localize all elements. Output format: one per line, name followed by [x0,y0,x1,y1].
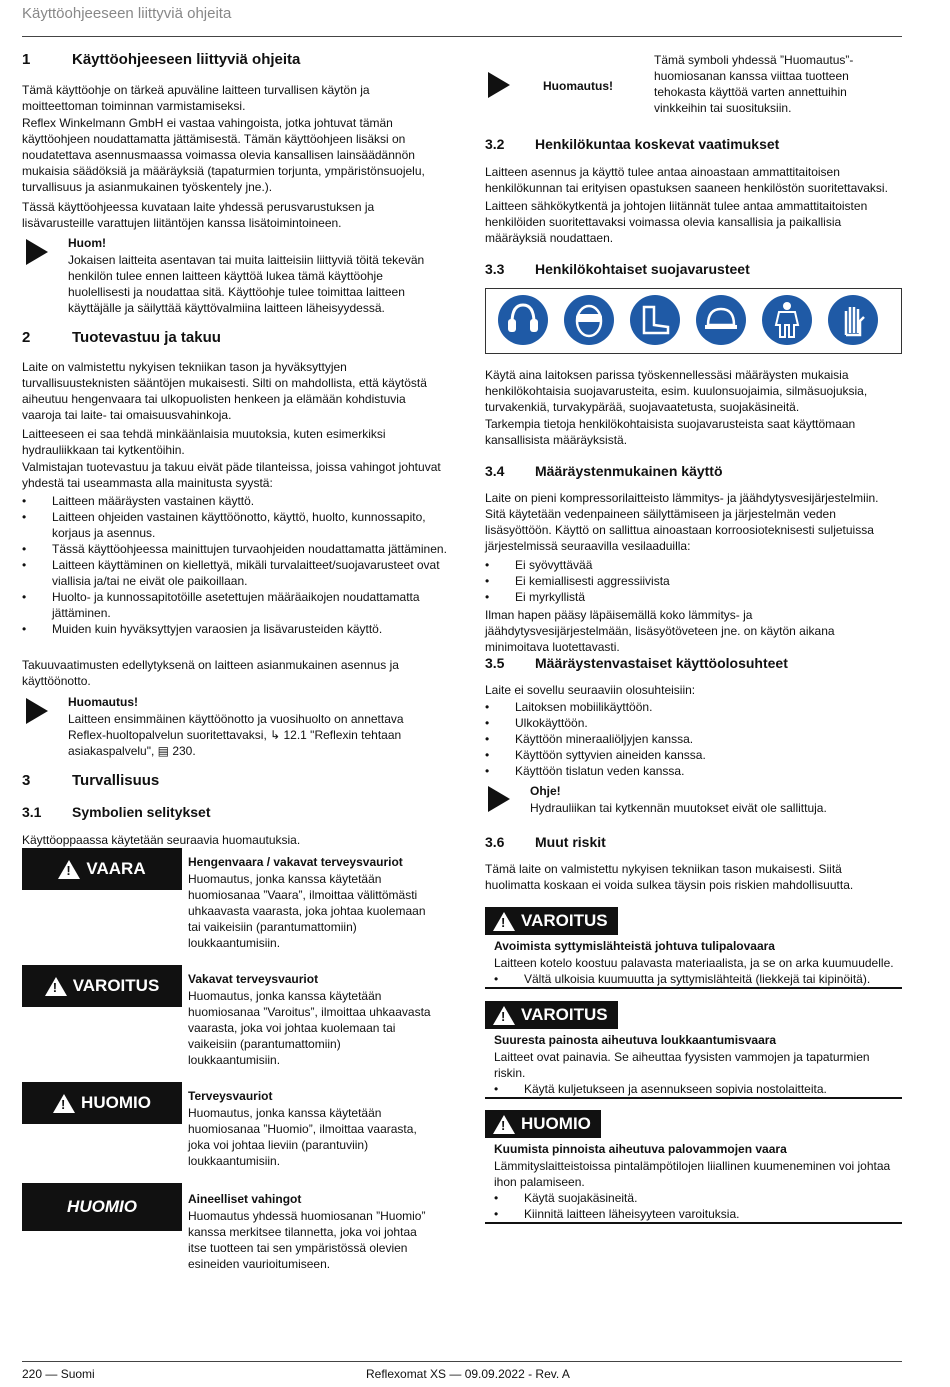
list-item: • Käytä suojakäsineitä. [494,1190,894,1206]
list-item: • Ei kemiallisesti aggressiivista [485,573,900,589]
badge-label: VAROITUS [72,976,160,995]
note-arrow-icon [488,72,510,98]
paragraph: Tämä käyttöohje on tärkeä apuväline laitteen turvallisen käytön ja moitteettoman toiminnan varmistamiseksi. [22,83,370,113]
danger-badge [22,848,182,890]
paragraph: Takuuvaatimusten edellytyksenä on laitteen asianmukainen asennus ja käyttöönotto. [22,658,399,688]
section-title: Määräystenvastaiset käyttöolosuhteet [535,655,788,671]
section-title: Turvallisuus [72,772,160,789]
page-number: 220 — Suomi [22,1367,95,1381]
safety-gloves-icon [828,295,878,345]
caution-badge [485,1110,601,1138]
symbol-text: Huomautus yhdessä huomiosanan ”Huomio” kanssa merkitsee tilannetta, joka voi johtaa itse tuotteen tai sen ympäristössä olevien esineiden vaurioitumiseen. [188,1209,426,1271]
list-item: • Laitoksen mobiilikäyttöön. [485,699,900,715]
symbol-text: Huomautus, jonka kanssa käytetään huomiosanaa ”Vaara”, ilmoittaa välittömästi uhkaavasta vaarasta, joka johtaa kuolemaan tai vaikeisiin (parantumattomiin) loukkaantumisiin. [188,872,426,950]
note-title: Huom! [68,236,106,250]
bullet-list [22,493,447,637]
symbol-title: Hengenvaara / vakavat terveysvauriot [188,855,403,869]
paragraph: Laitteen asennus ja käyttö tulee antaa ainoastaan ammattitaitoisen henkilökunnan tai erityisen opastuksen saaneen henkilöstön suoritettavaksi. [485,165,888,195]
paragraph: Tässä käyttöohjeessa kuvataan laite yhdessä perusvarustuksen ja lisävarusteille varattujen liitäntöjen kanssa lisätoimintoineen. [22,200,375,230]
list-item: • Laitteen ohjeiden vastainen käyttöönotto, käyttö, huolto, kunnossapito, korjaus ja asennus. [22,509,447,541]
paragraph: Tarkempia tietoja henkilökohtaisista suojavarusteista saat käyttömaan kansallisista määräyksistä. [485,417,856,447]
note-text: Laitteen ensimmäinen käyttöönotto ja vuosihuolto on annettava Reflex-huoltopalvelun suoritettavaksi, ↳ 12.1 "Reflexin tehtaan asiakaspalvelu", ▤ 230. [68,712,404,758]
note-label: Huomautus! [543,79,613,93]
bullet-list [494,1081,894,1097]
warning-text: Lämmityslaitteistoissa pintalämpötilojen liiallinen kuumeneminen voi johtaa ihon palamiseen. [494,1159,891,1189]
note-title: Ohje! [530,784,561,798]
section-number: 3.2 [485,136,505,152]
list-item: • Käyttöön tislatun veden kanssa. [485,763,900,779]
note-text: Jokaisen laitteita asentavan tai muita laitteisiin liittyviä töitä tekevän henkilön tulee ennen laitteen käyttöä lukea tämä käyttöohje huolellisesti ja noudattaa sitä. Käyttöohje tulee toimittaa laitteen käyttäjälle ja säilyttää käyttövalmiina laitteen läheisyydessä. [68,253,425,315]
warning-badge [485,907,618,935]
paragraph: Käytä aina laitoksen parissa työskennellessäsi määräysten mukaisia henkilökohtaisia suojavarusteita, esim. kuulonsuojaimia, silmäsuojuksia, turvakenkiä, turvakypärää, suojavaatetusta, suojakäsineitä. [485,368,868,414]
list-item: • Kiinnitä laitteen läheisyyteen varoituksia. [494,1206,894,1222]
hard-hat-icon [696,295,746,345]
warning-box-fire [485,907,902,989]
warning-text: Laitteen kotelo koostuu palavasta materiaalista, ja se on arka kuumuudelle. [494,956,894,970]
safety-boots-icon [630,295,680,345]
header-rule [22,36,902,37]
section-number: 3.3 [485,261,505,277]
warning-triangle-icon [493,912,515,931]
list-item: • Ei myrkyllistä [485,589,900,605]
protective-clothing-icon [762,295,812,345]
note-arrow-icon [26,698,48,724]
section-number: 1 [22,51,31,68]
warning-triangle-icon [493,1006,515,1025]
section-number: 3.4 [485,463,505,479]
bullet-list [494,1190,894,1222]
bullet-list [485,557,900,605]
paragraph: Valmistajan tuotevastuu ja takuu eivät päde tilanteissa, joissa vahingot johtuvat yhdestä tai useammasta alla mainitusta syystä: [22,460,441,490]
badge-label: VAROITUS [521,911,608,930]
note-title: Huomautus! [68,695,138,709]
symbol-title: Aineelliset vahingot [188,1192,302,1206]
symbol-title: Terveysvauriot [188,1089,273,1103]
section-number: 3 [22,772,31,789]
ppe-icon-strip [485,288,902,354]
section-number: 3.5 [485,655,505,671]
footer-rule [22,1361,902,1362]
badge-label: VAROITUS [521,1005,608,1024]
list-item: • Tässä käyttöohjeessa mainittujen turvaohjeiden noudattamatta jättäminen. [22,541,447,557]
list-item: • Laitteen käyttäminen on kiellettyä, mikäli turvalaitteet/suojavarusteet ovat viallisia ja/tai ne eivät ole paikoillaan. [22,557,447,589]
symbol-text: Huomautus, jonka kanssa käytetään huomiosanaa ”Huomio”, ilmoittaa vaarasta, joka voi johtaa lieviin (parantuviin) loukkaantumisiin. [188,1106,417,1168]
list-item: • Käytä kuljetukseen ja asennukseen sopivia nostolaitteita. [494,1081,894,1097]
paragraph: Laite on valmistettu nykyisen tekniikan tason ja hyväksyttyjen turvallisuusteknisten sääntöjen mukaisesti. Silti on mahdollista, että käytöstä aiheutuu hengenvaara tai ulkopuolisten henkeen ja elämään kohdistuvia vaaroja tai laite- tai omaisuusvahinkoja. [22,360,427,422]
symbol-text: Huomautus, jonka kanssa käytetään huomiosanaa ”Varoitus”, ilmoittaa uhkaavasta vaarasta, joka voi johtaa kuolemaan tai vaikeisiin (parantumattomiin) loukkaantumisiin. [188,989,431,1067]
list-item: • Vältä ulkoisia kuumuutta ja syttymislähteitä (liekkejä tai kipinöitä). [494,971,894,987]
section-title: Muut riskit [535,834,606,850]
paragraph: Laitteeseen ei saa tehdä minkäänlaisia muutoksia, kuten esimerkiksi hydrauliikkaan tai kytkentöihin. [22,427,386,457]
section-title: Tuotevastuu ja takuu [72,329,221,346]
section-title: Käyttöohjeeseen liittyviä ohjeita [72,51,301,68]
list-item: • Laitteen määräysten vastainen käyttö. [22,493,447,509]
caution-box-hot-surfaces [485,1110,902,1224]
warning-text: Laitteet ovat painavia. Se aiheuttaa fyysisten vammojen ja tapaturmien riskin. [494,1050,870,1080]
note-text: Tämä symboli yhdessä ”Huomautus”-huomiosanan kanssa viittaa tuotteen tehokasta käyttöä varten annettuihin vinkkeihin tai suosituksiin. [654,53,854,115]
warning-badge [485,1001,618,1029]
warning-title: Avoimista syttymislähteistä johtuva tulipalovaara [494,939,775,953]
symbol-title: Vakavat terveysvauriot [188,972,319,986]
badge-label: HUOMIO [81,1093,151,1112]
list-item: • Käyttöön syttyvien aineiden kanssa. [485,747,900,763]
note-text: Hydrauliikan tai kytkennän muutokset eivät ole sallittuja. [530,801,827,815]
paragraph: Tämä laite on valmistettu nykyisen tekniikan tason mukaisesti. Siitä huolimatta koskaan ei voida sulkea täysin pois riskien mahdollisuutta. [485,862,854,892]
badge-label: VAARA [86,859,146,878]
warning-title: Suuresta painosta aiheutuva loukkaantumisvaara [494,1033,777,1047]
section-number: 3.6 [485,834,505,850]
section-title: Henkilökohtaiset suojavarusteet [535,261,750,277]
section-number: 3.1 [22,804,42,820]
note-arrow-icon [488,786,510,812]
list-item: • Ulkokäyttöön. [485,715,900,731]
warning-triangle-icon [58,860,80,879]
list-item: • Muiden kuin hyväksyttyjen varaosien ja lisävarusteiden käyttö. [22,621,447,637]
warning-box-weight [485,1001,902,1099]
warning-triangle-icon [493,1115,515,1134]
eye-protection-icon [564,295,614,345]
section-title: Symbolien selitykset [72,804,211,820]
paragraph: Ilman hapen pääsy läpäisemällä koko lämmitys- ja jäähdytysvesijärjestelmään, lisäsyötöveteen jne. on käytön aikana minimoitava luotettavasti. [485,608,835,654]
section-number: 2 [22,329,31,346]
section-title: Henkilökuntaa koskevat vaatimukset [535,136,780,152]
note-arrow-icon [26,239,48,265]
list-item: • Ei syövyttävää [485,557,900,573]
warning-triangle-icon [53,1094,75,1113]
bullet-list [485,699,900,779]
notice-badge [22,1183,182,1231]
warning-title: Kuumista pinnoista aiheutuva palovammojen vaara [494,1142,787,1156]
list-item: • Huolto- ja kunnossapitotöille asetettujen määräaikojen noudattamatta jättäminen. [22,589,447,621]
paragraph: Laitteen sähkökytkentä ja johtojen liitännät tulee antaa ammattitaitoisten henkilöiden suoritettavaksi voimassa olevia kansallisia ja paikallisia määräyksiä noudattaen. [485,199,868,245]
bullet-list [494,971,894,987]
paragraph: Reflex Winkelmann GmbH ei vastaa vahingoista, jotka johtuvat tämän käyttöohjeen noudattamatta jättämisestä. Tämän käyttöohjeen lisäksi on noudatettava asennusmaassa voimassa olevia kansallisen lainsäädännön mukaisia säädöksiä ja määräyksiä (tapaturmien torjunta, ympäristönsuojelu, turvallisuus ja asianmukainen työskentely jne.). [22,116,425,194]
badge-label: HUOMIO [521,1114,591,1133]
paragraph: Laite ei sovellu seuraaviin olosuhteisiin: [485,683,696,697]
caution-badge [22,1082,182,1124]
running-header: Käyttöohjeeseen liittyviä ohjeita [22,5,232,22]
warning-triangle-icon [45,977,67,996]
section-title: Määräystenmukainen käyttö [535,463,723,479]
badge-label: HUOMIO [67,1197,137,1216]
document-info: Reflexomat XS — 09.09.2022 - Rev. A [366,1367,570,1381]
warning-badge [22,965,182,1007]
paragraph: Laite on pieni kompressorilaitteisto lämmitys- ja jäähdytysvesijärjestelmiin. Sitä käytetään vedenpaineen säilyttämiseen ja järjestelmän veden lisäsyöttöön. Käyttö on sallittua ainoastaan korroosioteknisesti suljetuissa järjestelmissä seuraavilla vesilaaduilla: [485,491,879,553]
list-item: • Käyttöön mineraaliöljyjen kanssa. [485,731,900,747]
ear-protection-icon [498,295,548,345]
paragraph: Käyttöoppaassa käytetään seuraavia huomautuksia. [22,833,301,847]
